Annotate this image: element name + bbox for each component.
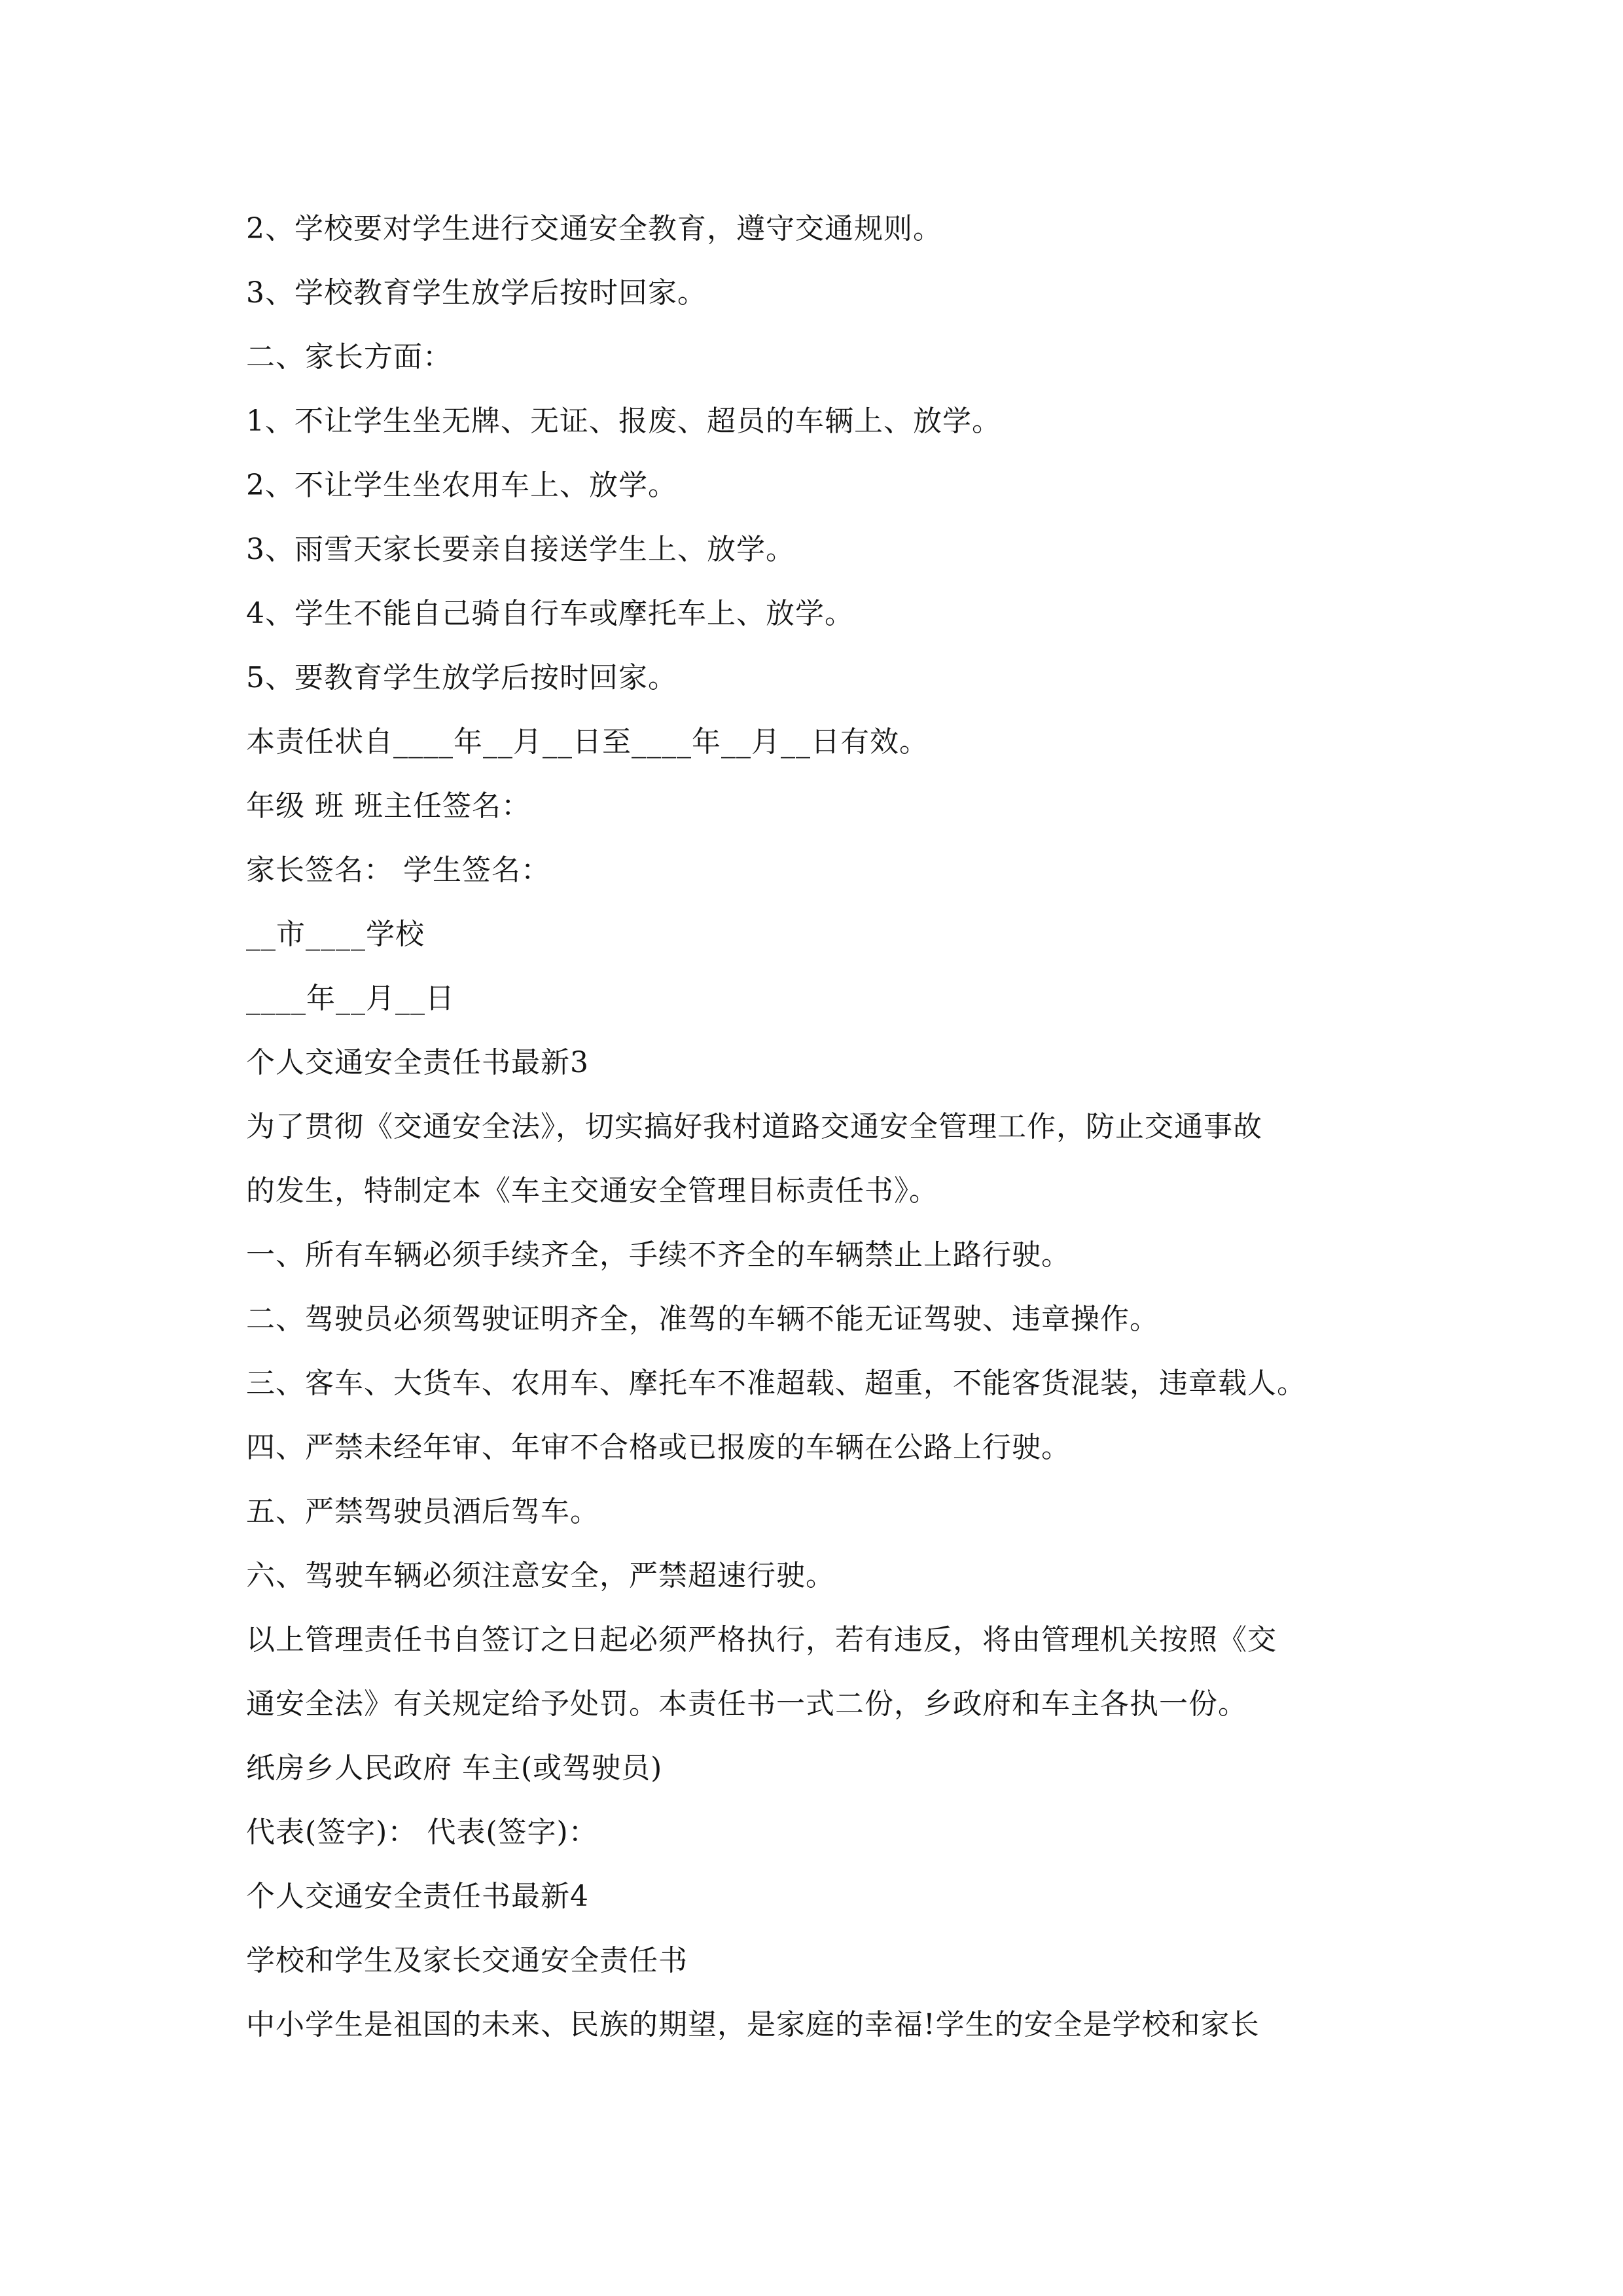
paragraph-line: 的发生，特制定本《车主交通安全管理目标责任书》。 (246, 1174, 938, 1208)
rule-line: 五、严禁驾驶员酒后驾车。 (246, 1495, 599, 1528)
signature-line: 家长签名： 学生签名： (246, 853, 550, 887)
signature-line: 代表(签字)： 代表(签字)： (246, 1816, 598, 1849)
text-line: 5、要教育学生放学后按时回家。 (246, 661, 677, 694)
rule-line: 六、驾驶车辆必须注意安全，严禁超速行驶。 (246, 1559, 835, 1592)
paragraph-line: 通安全法》有关规定给予处罚。本责任书一式二份，乡政府和车主各执一份。 (246, 1687, 1247, 1721)
rule-line: 一、所有车辆必须手续齐全，手续不齐全的车辆禁止上路行驶。 (246, 1238, 1071, 1272)
rule-line: 三、客车、大货车、农用车、摩托车不准超载、超重，不能客货混装，违章载人。 (246, 1367, 1306, 1400)
paragraph-line: 中小学生是祖国的未来、民族的期望，是家庭的幸福!学生的安全是学校和家长 (246, 2008, 1260, 2041)
text-line: 1、不让学生坐无牌、无证、报废、超员的车辆上、放学。 (246, 404, 1001, 438)
school-line: __市____学校 (246, 918, 425, 951)
rule-line: 二、驾驶员必须驾驶证明齐全，准驾的车辆不能无证驾驶、违章操作。 (246, 1302, 1159, 1336)
paragraph-line: 以上管理责任书自签订之日起必须严格执行，若有违反，将由管理机关按照《交 (246, 1623, 1277, 1657)
validity-line: 本责任状自____年__月__日至____年__月__日有效。 (246, 725, 929, 759)
document-title: 学校和学生及家长交通安全责任书 (246, 1944, 688, 1977)
rule-line: 四、严禁未经年审、年审不合格或已报废的车辆在公路上行驶。 (246, 1431, 1071, 1464)
text-line: 2、不让学生坐农用车上、放学。 (246, 469, 677, 502)
section-title: 个人交通安全责任书最新4 (246, 1880, 589, 1913)
signature-line: 年级 班 班主任签名： (246, 789, 531, 823)
paragraph-line: 为了贯彻《交通安全法》，切实搞好我村道路交通安全管理工作，防止交通事故 (246, 1110, 1262, 1143)
section-heading: 二、家长方面： (246, 340, 452, 374)
text-line: 2、学校要对学生进行交通安全教育，遵守交通规则。 (246, 212, 942, 245)
text-line: 4、学生不能自己骑自行车或摩托车上、放学。 (246, 597, 854, 630)
date-line: ____年__月__日 (246, 982, 455, 1015)
signature-line: 纸房乡人民政府 车主(或驾驶员) (246, 1751, 663, 1785)
text-line: 3、雨雪天家长要亲自接送学生上、放学。 (246, 533, 795, 566)
section-title: 个人交通安全责任书最新3 (246, 1046, 589, 1079)
text-line: 3、学校教育学生放学后按时回家。 (246, 276, 707, 310)
